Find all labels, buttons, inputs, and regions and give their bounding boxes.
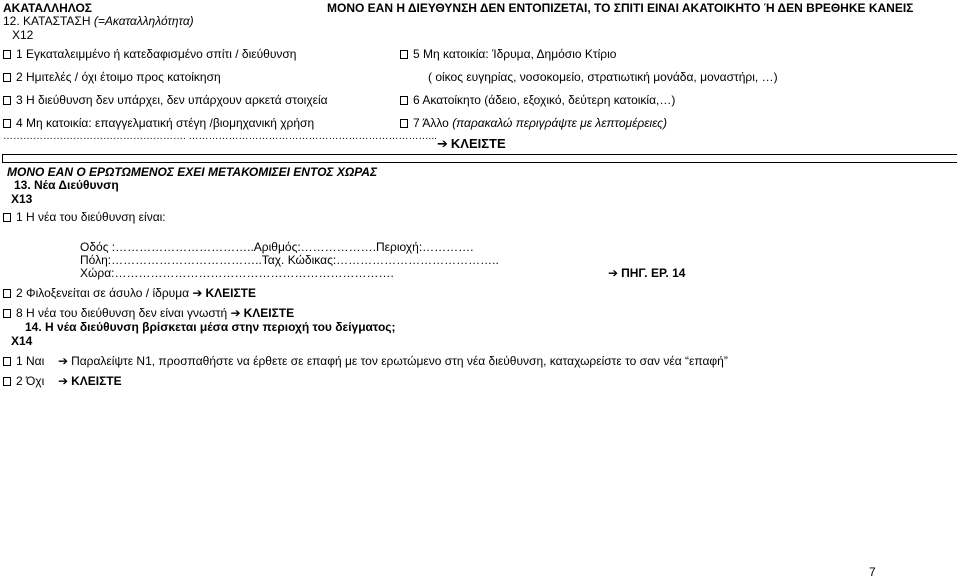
q14-option-2-label: 2 Όχι — [16, 374, 45, 388]
page-number: 7 — [869, 565, 876, 579]
q14-option-2-close-label: ΚΛΕΙΣΤΕ — [71, 374, 122, 388]
q13-option-2-label: 2 Φιλοξενείται σε άσυλο / ίδρυμα — [16, 286, 193, 300]
q13-code: X13 — [11, 192, 33, 206]
q12-option-5-label: 5 Μη κατοικία: Ίδρυμα, Δημόσιο Κτίριο — [413, 47, 617, 61]
q12-option-7[interactable] — [400, 116, 667, 130]
arrow-right-icon: ➔ — [58, 354, 69, 368]
q12-option-7-italic: (παρακαλώ περιγράψτε με λεπτομέρειες) — [452, 116, 667, 130]
q12-dots-line: ………………………………………………. ………………………………………………………………... — [3, 131, 437, 142]
moved-heading: ΜΟΝΟ ΕΑΝ Ο ΕΡΩΤΩΜΕΝΟΣ ΕΧΕΙ ΜΕΤΑΚΟΜΙΣΕΙ ΕΝΤΟΣ ΧΩΡΑΣ — [7, 165, 378, 179]
checkbox-icon[interactable] — [3, 289, 11, 298]
checkbox-icon[interactable] — [400, 119, 408, 128]
q12-title — [3, 14, 194, 28]
q12-option-4[interactable] — [3, 116, 314, 130]
q12-option-2-label: 2 Ημιτελές / όχι έτοιμο προς κατοίκηση — [16, 70, 221, 84]
q12-option-3-label: 3 Η διεύθυνση δεν υπάρχει, δεν υπάρχουν αρκετά στοιχεία — [16, 93, 328, 107]
q13-option-1-label: 1 Η νέα του διεύθυνση είναι: — [16, 210, 166, 224]
q14-code: X14 — [11, 334, 33, 348]
checkbox-icon[interactable] — [3, 50, 11, 59]
q12-option-4-label: 4 Μη κατοικία: επαγγελματική στέγη /βιομηχανική χρήση — [16, 116, 315, 130]
q12-close — [437, 137, 506, 151]
q14-option-1-instruction-text: Παραλείψτε Ν1, προσπαθήστε να έρθετε σε επαφή με τον ερωτώμενο στη νέα διεύθυνση, καταχωρείστε το σαν νέα “επαφή” — [71, 354, 728, 368]
section-divider — [2, 154, 957, 163]
checkbox-icon[interactable] — [3, 73, 11, 82]
q12-option-7-label: 7 Άλλο — [413, 116, 453, 130]
q14-option-2[interactable] — [3, 374, 44, 388]
arrow-right-icon: ➔ — [58, 374, 69, 388]
q12-code: X12 — [12, 28, 34, 42]
q12-option-1[interactable] — [3, 47, 296, 61]
checkbox-icon[interactable] — [3, 96, 11, 105]
checkbox-icon[interactable] — [3, 357, 11, 366]
q12-close-label: ΚΛΕΙΣΤΕ — [450, 136, 506, 151]
q12-option-5-note: ( οίκος ευγηρίας, νοσοκομείο, στρατιωτική μονάδα, μοναστήρι, …) — [428, 70, 778, 84]
q14-option-1-label: 1 Ναι — [16, 354, 45, 368]
q13-option-2-close: ΚΛΕΙΣΤΕ — [205, 286, 257, 300]
city-line[interactable]: Πόλη:………………………………..Ταχ. Κώδικας:………………………………….. — [80, 253, 499, 267]
arrow-right-icon: ➔ — [192, 286, 203, 300]
checkbox-icon[interactable] — [3, 377, 11, 386]
q14-option-1-instruction — [58, 354, 728, 368]
q13-option-1[interactable] — [3, 210, 166, 224]
arrow-right-icon: ➔ — [230, 306, 241, 320]
q13-option-8-label: 8 Η νέα του διεύθυνση δεν είναι γνωστή — [16, 306, 231, 320]
source-ref-label: ΠΗΓ. ΕΡ. 14 — [621, 266, 686, 280]
arrow-right-icon: ➔ — [608, 266, 619, 280]
header-left: ΑΚΑΤΑΛΛΗΛΟΣ — [3, 1, 92, 15]
source-ref — [608, 266, 685, 280]
q12-option-1-label: 1 Εγκαταλειμμένο ή κατεδαφισμένο σπίτι / διεύθυνση — [16, 47, 297, 61]
checkbox-icon[interactable] — [400, 50, 408, 59]
header-right: ΜΟΝΟ ΕΑΝ Η ΔΙΕΥΘΥΝΣΗ ΔΕΝ ΕΝΤΟΠΙΖΕΤΑΙ, ΤΟ ΣΠΙΤΙ ΕΙΝΑΙ ΑΚΑΤΟΙΚΗΤΟ Ή ΔΕΝ ΒΡΕΘΗΚΕ ΚΑΝΕΙΣ — [327, 1, 914, 15]
q12-option-2[interactable] — [3, 70, 221, 84]
q12-title-text: 12. ΚΑΤΑΣΤΑΣΗ — [3, 14, 94, 28]
q12-title-italic: (=Ακαταλληλότητα) — [93, 14, 194, 28]
q12-option-6-label: 6 Ακατοίκητο (άδειο, εξοχικό, δεύτερη κατοικία,…) — [413, 93, 676, 107]
checkbox-icon[interactable] — [3, 119, 11, 128]
q13-option-8[interactable] — [3, 306, 294, 320]
q12-option-5[interactable] — [400, 47, 616, 61]
q13-option-2[interactable] — [3, 286, 256, 300]
q13-option-8-close: ΚΛΕΙΣΤΕ — [243, 306, 295, 320]
q13-title — [14, 178, 119, 192]
q13-title-num: 13. — [14, 178, 35, 192]
checkbox-icon[interactable] — [3, 213, 11, 222]
q13-title-text: Νέα Διεύθυνση — [34, 178, 119, 192]
country-line[interactable]: Χώρα:……………………………………………………………. — [80, 266, 394, 280]
street-line[interactable]: Οδός :……………………………..Αριθμός:……………….Περιοχή:…………. — [80, 240, 474, 254]
q12-option-3[interactable] — [3, 93, 328, 107]
checkbox-icon[interactable] — [3, 309, 11, 318]
q14-title: 14. Η νέα διεύθυνση βρίσκεται μέσα στην περιοχή του δείγματος; — [25, 320, 396, 334]
checkbox-icon[interactable] — [400, 96, 408, 105]
q14-option-2-close — [58, 374, 122, 388]
q14-option-1[interactable] — [3, 354, 44, 368]
q12-option-6[interactable] — [400, 93, 675, 107]
arrow-right-icon: ➔ — [437, 136, 448, 151]
